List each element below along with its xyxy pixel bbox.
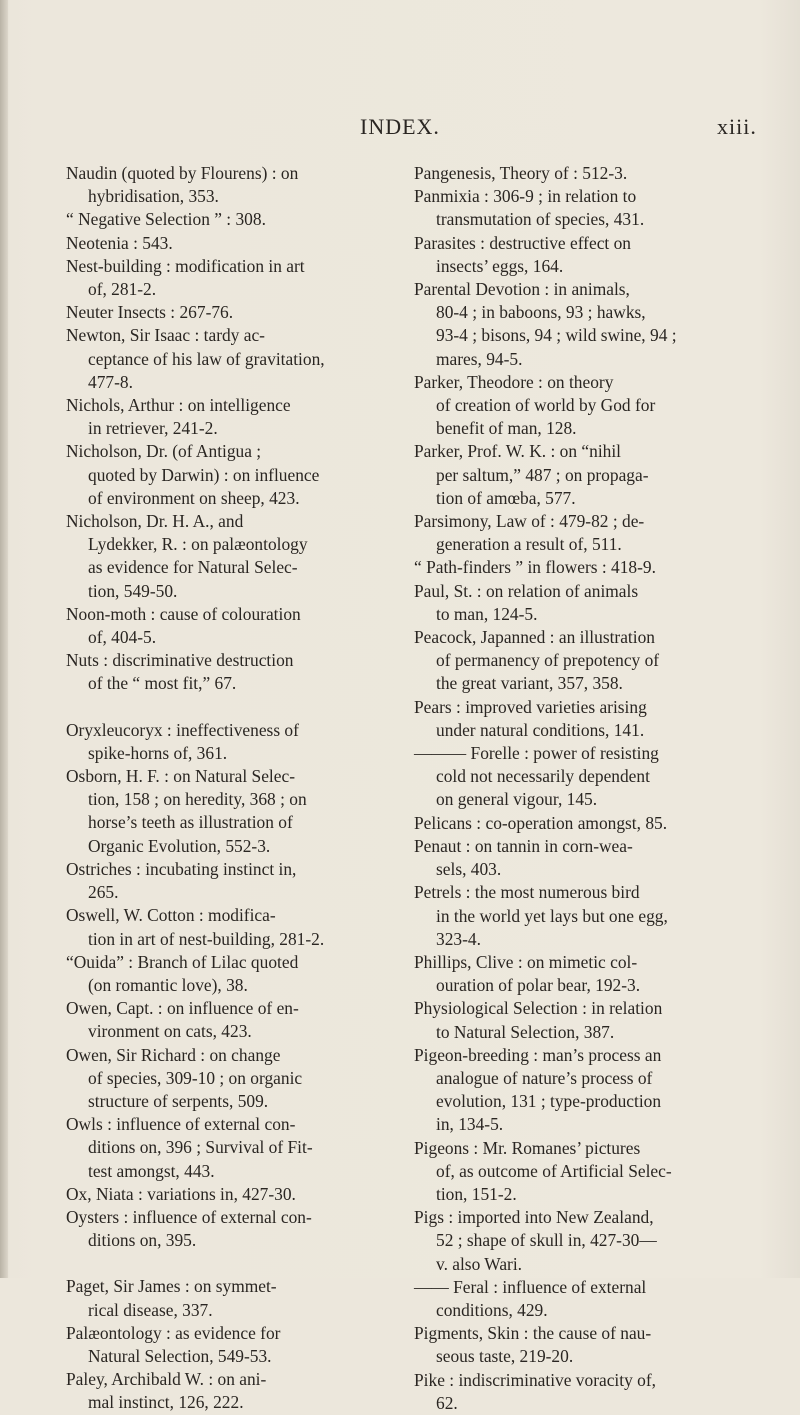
index-entry-continuation: evolution, 131 ; type-production [436, 1091, 662, 1112]
index-column-right [414, 162, 744, 1415]
index-entry-continuation: tion, 549-50. [88, 580, 178, 601]
index-entry-line: ——— Forelle : power of resisting [414, 743, 659, 764]
entry-gap [66, 696, 386, 719]
index-entry-line: Nest-building : modification in art [66, 255, 305, 276]
index-entry-line: Pigments, Skin : the cause of nau- [414, 1323, 652, 1344]
index-entry [66, 301, 386, 324]
index-entry-line: Parasites : destructive effect on [414, 232, 631, 253]
index-entry [66, 649, 386, 695]
index-entry-line: Newton, Sir Isaac : tardy ac- [66, 325, 265, 346]
index-entry-continuation: of, as outcome of Artificial Selec- [436, 1160, 672, 1181]
index-entry-continuation: of, 404-5. [88, 627, 157, 648]
index-entry [414, 278, 744, 371]
index-entry [414, 881, 744, 951]
index-entry [66, 858, 386, 904]
index-entry [414, 835, 744, 881]
index-entry-continuation: in, 134-5. [436, 1114, 504, 1135]
index-entry-line: Nicholson, Dr. H. A., and [66, 511, 244, 532]
index-entry [414, 1276, 744, 1322]
index-entry-continuation: benefit of man, 128. [436, 418, 577, 439]
index-entry-continuation: 62. [436, 1392, 458, 1413]
index-entry-continuation: ceptance of his law of gravitation, [88, 348, 325, 369]
index-entry [414, 232, 744, 278]
index-entry [66, 997, 386, 1043]
index-entry [66, 324, 386, 394]
index-entry-continuation: rical disease, 337. [88, 1299, 213, 1320]
index-entry-continuation: 93-4 ; bisons, 94 ; wild swine, 94 ; [436, 325, 677, 346]
index-entry [414, 1322, 744, 1368]
index-entry [414, 1369, 744, 1415]
index-entry-continuation: test amongst, 443. [88, 1160, 215, 1181]
index-entry-continuation: of, 281-2. [88, 279, 157, 300]
index-entry-continuation: ditions on, 395. [88, 1230, 197, 1251]
index-entry [66, 1275, 386, 1321]
index-entry-continuation: Organic Evolution, 552-3. [88, 835, 271, 856]
index-entry-line: Pears : improved varieties arising [414, 696, 647, 717]
index-entry-continuation: 52 ; shape of skull in, 427-30— [436, 1230, 657, 1251]
index-entry-continuation: hybridisation, 353. [88, 186, 219, 207]
index-entry-line: Oswell, W. Cotton : modifica- [66, 905, 276, 926]
page-number: xiii. [717, 114, 757, 139]
index-entry-line: Paul, St. : on relation of animals [414, 580, 639, 601]
index-entry-continuation: 477-8. [88, 371, 133, 392]
index-entry [414, 440, 744, 510]
index-entry [66, 255, 386, 301]
index-entry-continuation: mal instinct, 126, 222. [88, 1392, 244, 1413]
index-entry-line: Neotenia : 543. [66, 232, 173, 253]
index-entry-line: Parker, Theodore : on theory [414, 371, 614, 392]
index-entry-continuation: structure of serpents, 509. [88, 1090, 269, 1111]
index-entry-line: Nuts : discriminative destruction [66, 650, 294, 671]
index-entry-continuation: horse’s teeth as illustration of [88, 812, 293, 833]
index-entry-line: Phillips, Clive : on mimetic col- [414, 951, 638, 972]
index-entry-continuation: tion, 158 ; on heredity, 368 ; on [88, 789, 307, 810]
index-entry [414, 696, 744, 742]
index-entry-line: Owen, Capt. : on influence of en- [66, 998, 299, 1019]
index-entry-continuation: v. also Wari. [436, 1253, 523, 1274]
index-entry-line: Pigeon-breeding : man’s process an [414, 1044, 662, 1065]
index-entry [66, 208, 386, 231]
index-entry-line: Owls : influence of external con- [66, 1114, 296, 1135]
index-entry-line: Petrels : the most numerous bird [414, 882, 640, 903]
index-entry-continuation: 80-4 ; in baboons, 93 ; hawks, [436, 302, 646, 323]
index-entry-continuation: cold not necessarily dependent [436, 766, 650, 787]
index-entry-continuation: of creation of world by God for [436, 395, 656, 416]
index-entry-continuation: (on romantic love), 38. [88, 974, 248, 995]
index-entry [414, 626, 744, 696]
index-entry [66, 603, 386, 649]
index-entry-line: Parsimony, Law of : 479-82 ; de- [414, 511, 645, 532]
index-entry-line: Naudin (quoted by Flourens) : on [66, 163, 299, 183]
page-title: INDEX. [360, 114, 440, 139]
index-entry [66, 951, 386, 997]
index-entry [66, 765, 386, 858]
index-entry [414, 556, 744, 579]
index-entry-line: Oysters : influence of external con- [66, 1206, 312, 1227]
index-entry-line: Pangenesis, Theory of : 512-3. [414, 163, 628, 183]
page-spine-shadow [0, 0, 8, 1278]
index-entry-continuation: 323-4. [436, 928, 481, 949]
index-entry [66, 162, 386, 208]
index-entry-line: Paley, Archibald W. : on ani- [66, 1369, 267, 1390]
index-entry-continuation: the great variant, 357, 358. [436, 673, 623, 694]
index-entry-line: “ Negative Selection ” : 308. [66, 209, 266, 230]
index-entry-line: Ostriches : incubating instinct in, [66, 858, 297, 879]
index-entry [66, 232, 386, 255]
index-entry [66, 1183, 386, 1206]
index-entry-line: “Ouida” : Branch of Lilac quoted [66, 951, 299, 972]
index-entry-continuation: of permanency of prepotency of [436, 650, 660, 671]
entry-gap [66, 1252, 386, 1275]
index-entry [414, 1137, 744, 1207]
index-entry-continuation: generation a result of, 511. [436, 534, 622, 555]
index-entry [414, 162, 744, 185]
index-entry-line: Nicholson, Dr. (of Antigua ; [66, 441, 262, 462]
index-entry [414, 951, 744, 997]
index-entry [414, 1206, 744, 1276]
index-entry-continuation: in the world yet lays but one egg, [436, 905, 668, 926]
index-entry-continuation: transmutation of species, 431. [436, 209, 645, 230]
index-entry [414, 742, 744, 812]
index-entry-line: Noon-moth : cause of colouration [66, 603, 301, 624]
index-entry-continuation: on general vigour, 145. [436, 789, 598, 810]
index-entry-continuation: Natural Selection, 549-53. [88, 1345, 272, 1366]
index-entry [66, 394, 386, 440]
index-column-left [66, 162, 386, 1415]
index-entry-line: Pelicans : co-operation amongst, 85. [414, 812, 668, 833]
index-entry-continuation: to man, 124-5. [436, 603, 538, 624]
index-entry-continuation: vironment on cats, 423. [88, 1021, 252, 1042]
index-entry-continuation: tion, 151-2. [436, 1183, 517, 1204]
index-entry [414, 371, 744, 441]
index-entry-line: Pike : indiscriminative voracity of, [414, 1369, 656, 1390]
index-entry-line: Pigs : imported into New Zealand, [414, 1207, 654, 1228]
index-entry-line: Neuter Insects : 267-76. [66, 302, 234, 323]
index-entry [66, 510, 386, 603]
index-entry-continuation: ouration of polar bear, 192-3. [436, 975, 641, 996]
index-entry-continuation: in retriever, 241-2. [88, 418, 218, 439]
index-entry-continuation: quoted by Darwin) : on influence [88, 464, 320, 485]
index-entry [66, 1044, 386, 1114]
index-entry [66, 904, 386, 950]
index-entry-continuation: to Natural Selection, 387. [436, 1021, 615, 1042]
index-entry-line: Nichols, Arthur : on intelligence [66, 395, 291, 416]
index-entry-line: Owen, Sir Richard : on change [66, 1044, 281, 1065]
index-entry-continuation: of the “ most fit,” 67. [88, 673, 237, 694]
index-entry-line: Panmixia : 306-9 ; in relation to [414, 186, 637, 207]
index-entry-line: Palæontology : as evidence for [66, 1322, 281, 1343]
index-entry [66, 719, 386, 765]
index-entry-continuation: per saltum,” 487 ; on propaga- [436, 464, 649, 485]
index-entry [66, 1368, 386, 1414]
index-entry [414, 185, 744, 231]
index-entry-line: Penaut : on tannin in corn-wea- [414, 835, 633, 856]
index-entry [414, 997, 744, 1043]
index-entry-continuation: Lydekker, R. : on palæontology [88, 534, 308, 555]
index-entry [414, 812, 744, 835]
index-entry [414, 1044, 744, 1137]
index-entry [66, 440, 386, 510]
index-entry [66, 1113, 386, 1183]
index-entry [414, 510, 744, 556]
index-entry-line: Parker, Prof. W. K. : on “nihil [414, 441, 622, 462]
index-entry-line: Ox, Niata : variations in, 427-30. [66, 1183, 296, 1204]
index-entry-continuation: of environment on sheep, 423. [88, 487, 300, 508]
index-entry-line: Paget, Sir James : on symmet- [66, 1276, 277, 1297]
index-entry [66, 1322, 386, 1368]
index-entry-line: “ Path-finders ” in flowers : 418-9. [414, 557, 656, 578]
index-entry-continuation: tion of amœba, 577. [436, 487, 576, 508]
index-entry-line: Parental Devotion : in animals, [414, 279, 630, 300]
index-entry-continuation: mares, 94-5. [436, 348, 523, 369]
index-entry [66, 1206, 386, 1252]
index-entry-continuation: seous taste, 219-20. [436, 1346, 574, 1367]
index-entry-line: —— Feral : influence of external [414, 1276, 647, 1297]
index-entry-continuation: of species, 309-10 ; on organic [88, 1067, 303, 1088]
index-entry-line: Physiological Selection : in relation [414, 998, 663, 1019]
index-entry-continuation: 265. [88, 882, 119, 903]
index-entry-continuation: under natural conditions, 141. [436, 719, 645, 740]
index-entry-continuation: conditions, 429. [436, 1299, 548, 1320]
index-entry-continuation: sels, 403. [436, 859, 502, 880]
index-entry-continuation: analogue of nature’s process of [436, 1067, 653, 1088]
index-entry-line: Osborn, H. F. : on Natural Selec- [66, 766, 295, 787]
index-entry-line: Pigeons : Mr. Romanes’ pictures [414, 1137, 641, 1158]
index-entry-continuation: tion in art of nest-building, 281-2. [88, 928, 325, 949]
index-entry-line: Peacock, Japanned : an illustration [414, 627, 655, 648]
index-entry-line: Oryxleucoryx : ineffectiveness of [66, 719, 299, 740]
index-entry-continuation: spike-horns of, 361. [88, 742, 228, 763]
index-entry [414, 580, 744, 626]
index-entry-continuation: as evidence for Natural Selec- [88, 557, 298, 578]
index-entry-continuation: insects’ eggs, 164. [436, 255, 564, 276]
index-entry-continuation: ditions on, 396 ; Survival of Fit- [88, 1137, 313, 1158]
